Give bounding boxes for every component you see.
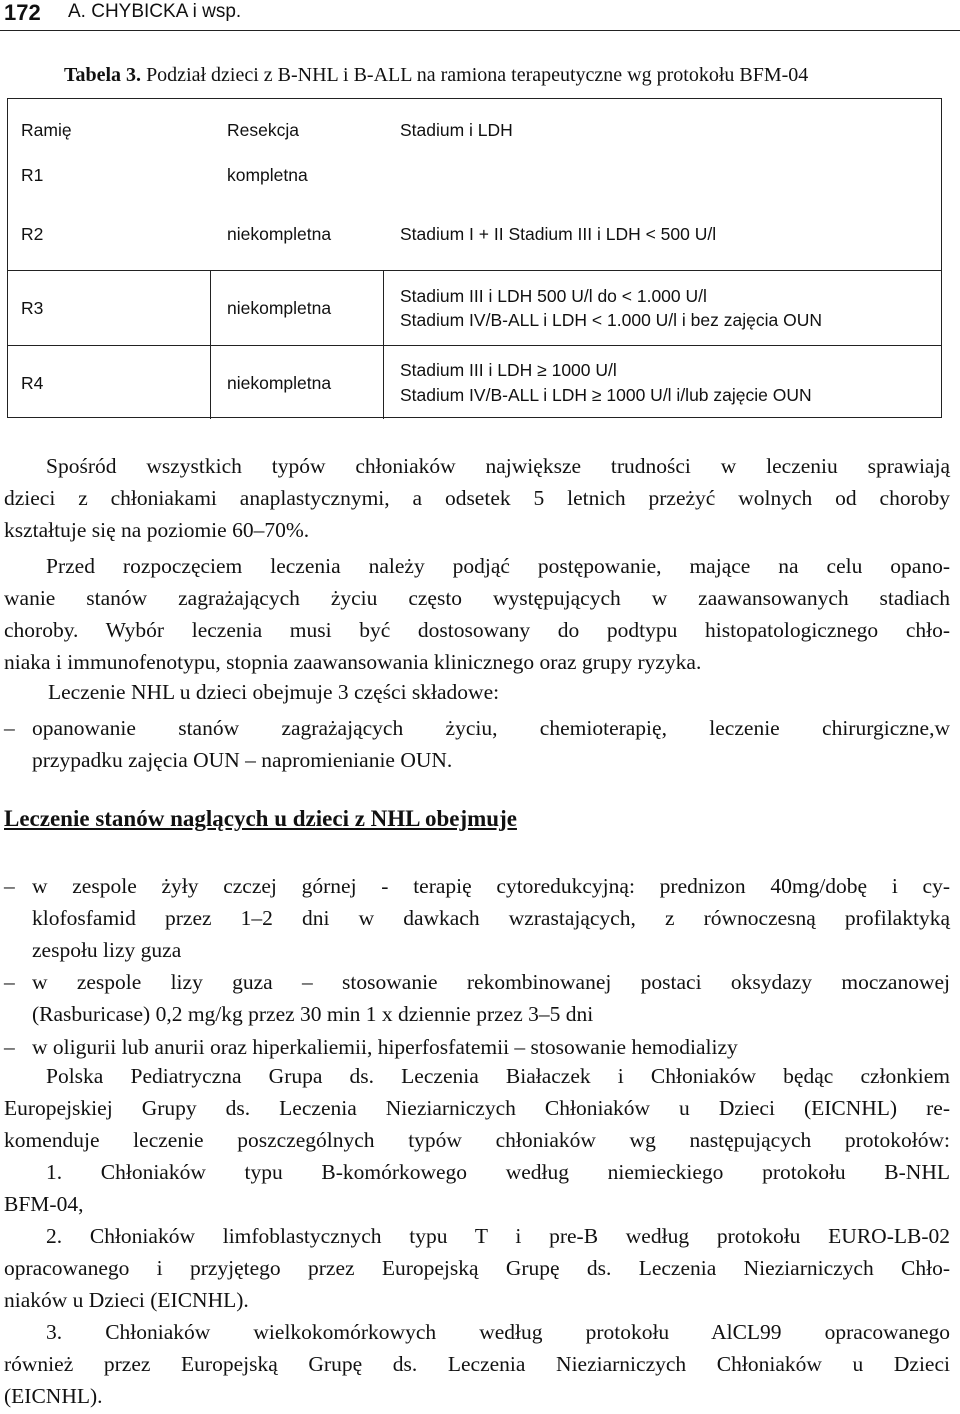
table-rule: [8, 345, 941, 346]
table-cell-arm: R1: [21, 165, 44, 185]
running-authors: A. CHYBICKA i wsp.: [68, 1, 242, 22]
section-heading: Leczenie stanów naglących u dzieci z NHL obejmuje: [4, 806, 517, 831]
paragraph-line: Leczenie NHL u dzieci obejmuje 3 części składowe:: [48, 680, 500, 704]
paragraph-line: [4, 554, 950, 579]
column-header-stage: Stadium i LDH: [400, 120, 513, 140]
list-item: [4, 1031, 950, 1063]
therapy-arms-table: [7, 98, 942, 418]
numbered-item-line: [4, 1160, 950, 1185]
table-rule: [210, 270, 211, 419]
table-cell-resection: niekompletna: [227, 298, 332, 318]
paragraph-line: Europejskiej Grupy ds. Leczenia Nieziarniczych Chłoniaków u Dzieci (EICNHL) re-: [4, 1096, 950, 1120]
dash-bullet: –: [4, 970, 15, 994]
numbered-item-line: również przez Europejską Grupę ds. Leczenia Nieziarniczych Chłoniaków u Dzieci: [4, 1352, 950, 1376]
numbered-item-line: BFM-04,: [4, 1192, 84, 1216]
list-item-line: klofosfamid przez 1–2 dni w dawkach wzrastających, z równoczesną profilaktyką: [32, 906, 950, 930]
running-header: [0, 0, 960, 31]
dash-bullet: –: [4, 1035, 15, 1059]
numbered-item-line: [4, 1320, 950, 1345]
paragraph-line: choroby. Wybór leczenia musi być dostosowany do podtypu histopatologicznego chło-: [4, 618, 950, 642]
dash-bullet: –: [4, 716, 15, 740]
list-item-line: w oligurii lub anurii oraz hiperkaliemii, hiperfosfatemii – stosowanie hemodializy: [32, 1035, 738, 1059]
paragraph-line: [4, 454, 950, 479]
column-header-resection: Resekcja: [227, 120, 299, 140]
table-cell-resection: niekompletna: [227, 373, 332, 393]
text-span: Przed rozpoczęciem leczenia należy podjąć postępowanie, mające na celu opano-: [46, 554, 950, 578]
text-span: 3. Chłoniaków wielkokomórkowych według protokołu AlCL99 opracowanego: [46, 1320, 950, 1344]
list-item-line: opanowanie stanów zagrażających życiu, chemioterapię, leczenie chirurgiczne,w: [32, 716, 950, 740]
list-item-line: w zespole żyły czczej górnej - terapię cytoredukcyjną: prednizon 40mg/dobę i cy-: [32, 874, 950, 898]
list-item-line: zespołu lizy guza: [32, 938, 182, 962]
table-cell-arm: R3: [21, 298, 44, 318]
numbered-item-line: (EICNHL).: [4, 1384, 103, 1408]
table-cell-stage: Stadium IV/B-ALL i LDH < 1.000 U/l i bez zajęcia OUN: [400, 310, 822, 330]
text-span: 1. Chłoniaków typu B-komórkowego według niemieckiego protokołu B-NHL: [46, 1160, 950, 1184]
paragraph-line: kształtuje się na poziomie 60–70%.: [4, 518, 310, 542]
column-header-arm: Ramię: [21, 120, 72, 140]
list-item-line: w zespole lizy guza – stosowanie rekombinowanej postaci oksydazy moczanowej: [32, 970, 950, 994]
list-item: [4, 712, 950, 776]
numbered-item-line: [4, 1224, 950, 1249]
table-caption-text: Podział dzieci z B-NHL i B-ALL na ramiona terapeutyczne wg protokołu BFM-04: [146, 64, 809, 86]
numbered-item-line: niaków u Dzieci (EICNHL).: [4, 1288, 249, 1312]
paragraph-line: [4, 1064, 950, 1089]
list-item-line: (Rasburicase) 0,2 mg/kg przez 30 min 1 x dziennie przez 3–5 dni: [32, 1002, 594, 1026]
paragraph-line: dzieci z chłoniakami anaplastycznymi, a odsetek 5 letnich przeżyć wolnych od choroby: [4, 486, 950, 510]
page-number: 172: [4, 0, 41, 25]
table-cell-resection: niekompletna: [227, 224, 332, 244]
list-item: [4, 966, 950, 1030]
table-rule: [383, 270, 384, 419]
table-caption: [64, 64, 808, 87]
table-cell-stage: Stadium IV/B-ALL i LDH ≥ 1000 U/l i/lub zajęcie OUN: [400, 385, 812, 405]
dash-bullet: –: [4, 874, 15, 898]
list-item: [4, 870, 950, 966]
table-cell-arm: R2: [21, 224, 44, 244]
text-span: Polska Pediatryczna Grupa ds. Leczenia Białaczek i Chłoniaków będąc członkiem: [46, 1064, 950, 1088]
table-cell-arm: R4: [21, 373, 44, 393]
text-span: 2. Chłoniaków limfoblastycznych typu T i pre-B według protokołu EURO-LB-02: [46, 1224, 950, 1248]
numbered-item-line: opracowanego i przyjętego przez Europejską Grupę ds. Leczenia Nieziarniczych Chło-: [4, 1256, 950, 1280]
paragraph-line: niaka i immunofenotypu, stopnia zaawansowania klinicznego oraz grupy ryzyka.: [4, 650, 702, 674]
table-cell-stage: Stadium III i LDH ≥ 1000 U/l: [400, 360, 617, 380]
table-label: Tabela 3.: [64, 64, 142, 86]
table-cell-stage: Stadium I + II Stadium III i LDH < 500 U/l: [400, 224, 717, 244]
table-cell-resection: kompletna: [227, 165, 308, 185]
table-cell-stage: Stadium III i LDH 500 U/l do < 1.000 U/l: [400, 286, 707, 306]
paragraph-line: wanie stanów zagrażających życiu często występujących w zaawansowanych stadiach: [4, 586, 950, 610]
text-span: Spośród wszystkich typów chłoniaków największe trudności w leczeniu sprawiają: [46, 454, 950, 478]
paragraph-line: komenduje leczenie poszczególnych typów chłoniaków wg następujących protokołów:: [4, 1128, 950, 1152]
list-item-line: przypadku zajęcia OUN – napromienianie OUN.: [32, 748, 453, 772]
table-rule: [8, 270, 941, 271]
